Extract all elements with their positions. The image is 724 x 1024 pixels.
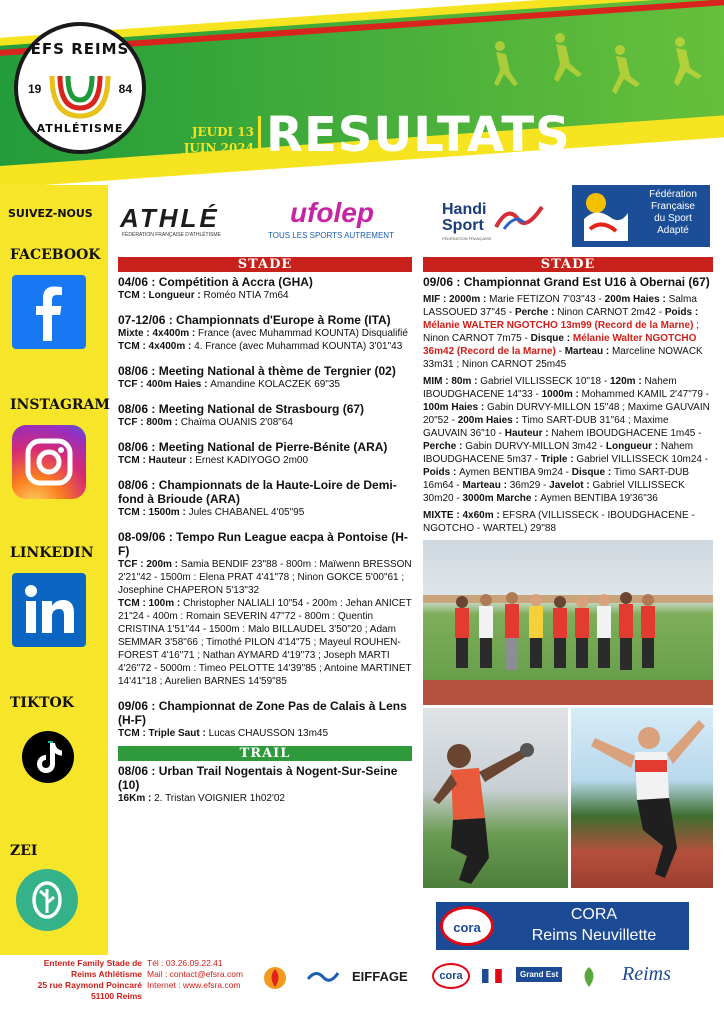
cora-small-logo: cora xyxy=(432,963,470,989)
reims-city-logo: Reims xyxy=(622,963,671,985)
result-text: Nahem IBOUDGHACENE 1m45 - xyxy=(551,428,702,439)
ffsa-line-2: Française xyxy=(651,201,695,212)
result-category: Javelot : xyxy=(549,480,593,491)
result-category: Marteau : xyxy=(462,480,510,491)
address-line-4: 51100 Reims xyxy=(90,991,142,1001)
contact-website[interactable]: Internet : www.efsra.com xyxy=(147,980,241,990)
result-category: Longueur : xyxy=(605,441,661,452)
result-text: Lucas CHAUSSON 13m45 xyxy=(208,728,329,739)
page-title: RESULTATS xyxy=(266,107,571,163)
result-text: Christopher NALIALI 10"54 - 200m : Jehan ANICET 21"24 - 400m : Romain SEVERIN 47"72 - 800m : Quentin CRISTINA 1'51"44 - 1500m : Malo BILLAUDEL 3'50"20 ; Adam SEMMAR 3'58"66 ; Timothé PILON 4'14"75 ; Mayeul ROUHEN-FOREST 4'16"71 ; Nathan AYMARD 4'19"73 ; Joseph MARTI 4'26"72 - 5000m : Timeo PELOTTE 14'39"85 ; Antoine MARTINET 14'41"18 ; Aurelien BARNES 14'59"85 xyxy=(118,598,412,687)
result-text: Gabin DURVY-MILLON 3m42 - xyxy=(465,441,606,452)
event-result xyxy=(118,727,412,740)
trail-event-detail xyxy=(118,792,412,805)
result-text: Aymen BENTIBA 19'36"36 xyxy=(540,493,658,504)
result-category: Mixte : 4x400m : xyxy=(118,328,199,339)
handi-word: Handi xyxy=(442,201,487,218)
result-category: MIM : 80m : xyxy=(423,376,481,387)
club-logo xyxy=(14,22,146,154)
result-text: - xyxy=(555,346,565,357)
team-photo xyxy=(423,540,713,705)
zei-icon[interactable] xyxy=(16,869,78,931)
event-title: 07-12/06 : Championnats d'Europe à Rome (ITA) xyxy=(118,313,391,327)
follow-label: SUIVEZ-NOUS xyxy=(8,207,93,220)
cora-sponsor-banner xyxy=(436,902,689,950)
event-block xyxy=(118,440,412,467)
facebook-icon[interactable] xyxy=(12,275,86,349)
result-category: 3000m Marche : xyxy=(462,493,541,504)
result-text: 4. France (avec Muhammad KOUNTA) 3'01"43 xyxy=(194,341,403,352)
result-category: Poids : xyxy=(664,307,699,318)
tiktok-icon[interactable] xyxy=(22,731,74,783)
result-text: ; Ninon CARNOT 7m75 - xyxy=(423,320,699,344)
event-block xyxy=(118,530,412,688)
result-text: Nahem IBOUDGHACENE 5m37 - xyxy=(423,441,694,465)
result-text: Marceline NOWACK 33m31 ; Ninon CARNOT 25m45 xyxy=(423,346,703,370)
event-result xyxy=(118,454,412,467)
date-month: JUIN 2024 xyxy=(183,141,254,155)
athle-subtitle: FÉDÉRATION FRANÇAISE D'ATHLÉTISME xyxy=(122,232,221,238)
republic-flag-icon xyxy=(480,965,504,989)
event-result xyxy=(118,340,412,353)
left-results-column xyxy=(118,257,412,805)
club-contact xyxy=(147,958,257,991)
handisport-swoosh-icon xyxy=(494,201,546,233)
event-title: 08/06 : Meeting National de Pierre-Bénite (ARA) xyxy=(118,440,388,454)
trail-event xyxy=(118,764,412,805)
event-title: 04/06 : Compétition à Accra (GHA) xyxy=(118,275,313,289)
long-jump-photo xyxy=(571,708,713,888)
facebook-label: FACEBOOK xyxy=(10,247,101,263)
contact-email[interactable]: Mail : contact@efsra.com xyxy=(147,969,244,979)
result-text: Ernest KADIYOGO 2m00 xyxy=(195,455,309,466)
cora-logo xyxy=(440,906,494,946)
result-category: TCM : Hauteur : xyxy=(118,455,196,466)
result-text: Amandine KOLACZEK 69"35 xyxy=(210,379,340,390)
obernai-results xyxy=(423,293,713,535)
logo-year-left: 19 xyxy=(28,82,42,96)
result-category: TCM : 4x400m : xyxy=(118,341,195,352)
result-text: Salma LASSOUED 37"45 - xyxy=(423,294,697,318)
grand-est-logo: Grand Est xyxy=(516,967,562,982)
logo-year-right: 84 xyxy=(118,82,132,96)
obernai-event-title: 09/06 : Championnat Grand Est U16 à Obernai (67) xyxy=(423,275,710,289)
result-text: Nahem IBOUDGHACENE 14"33 - xyxy=(423,376,677,400)
result-text: Gabriel VILLISSECK 10m24 - xyxy=(576,454,709,465)
stade-band-right: STADE xyxy=(423,257,713,272)
result-category: 1000m : xyxy=(541,389,582,400)
results-paragraph xyxy=(423,375,713,505)
date-block xyxy=(176,124,254,156)
result-category: TCF : 200m : xyxy=(118,559,181,570)
address-line-3: 25 rue Raymond Poincaré xyxy=(37,980,142,990)
trail-event-title: 08/06 : Urban Trail Nogentais à Nogent-Sur-Seine (10) xyxy=(118,764,398,792)
partners-row xyxy=(112,185,724,253)
result-category: Hauteur : xyxy=(504,428,552,439)
result-text: Chaïma OUANIS 2'08"64 xyxy=(180,417,293,428)
result-category: MIF : 2000m : xyxy=(423,294,490,305)
club-address xyxy=(10,958,142,1002)
logo-sport: ATHLÉTISME xyxy=(36,122,124,135)
result-category: Disque : xyxy=(571,467,614,478)
event-block xyxy=(118,364,412,391)
event-result xyxy=(118,378,412,391)
result-text: Gabriel VILLISSECK 10"18 - xyxy=(480,376,610,387)
result-text: Gabriel VILLISSECK 30m20 - xyxy=(423,480,685,504)
rings-icon xyxy=(46,66,114,120)
event-block xyxy=(118,313,412,353)
event-result xyxy=(118,558,412,597)
result-category: TCM : Longueur : xyxy=(118,290,204,301)
results-paragraph xyxy=(423,293,713,371)
left-event-list xyxy=(118,275,412,740)
result-text: Gabin DURVY-MILLON 15"48 ; Maxime GAUVAIN 20"52 - xyxy=(423,402,710,426)
sponsor-flame-icon xyxy=(262,965,288,991)
result-category: TCM : 1500m : xyxy=(118,507,189,518)
ffsa-logo xyxy=(572,185,710,247)
sponsor-wave-icon xyxy=(306,965,340,987)
ufolep-subtitle: TOUS LES SPORTS AUTREMENT xyxy=(268,231,394,240)
right-results-column xyxy=(423,257,713,535)
event-title: 08/06 : Meeting National de Strasbourg (67) xyxy=(118,402,365,416)
result-text: Marie FETIZON 7'03"43 - xyxy=(489,294,605,305)
result-text: France (avec Muhammad KOUNTA) Disqualifié xyxy=(198,328,408,339)
cora-location: Reims Neuvillette xyxy=(531,927,657,944)
trail-result: 2. Tristan VOIGNIER 1h02'02 xyxy=(154,793,285,804)
ffsa-line-1: Fédération xyxy=(649,189,697,200)
result-category: Marteau : xyxy=(564,346,612,357)
result-category: TCF : 400m Haies : xyxy=(118,379,211,390)
eiffage-logo: EIFFAGE xyxy=(352,969,408,984)
result-category: Perche : xyxy=(423,441,466,452)
linkedin-icon[interactable] xyxy=(12,573,86,647)
zei-label: ZEI xyxy=(10,843,38,859)
result-text: Aymen BENTIBA 9m24 - xyxy=(459,467,572,478)
result-text: Samia BENDIF 23"88 - 800m : Maïwenn BRESSON 2'21"42 - 1500m : Elena PRAT 4'41"78 ; Ninon GOKCE 5'00"61 ; Josephine CHAPERON 5'13"32 xyxy=(118,559,412,596)
ffsa-line-4: Adapté xyxy=(657,225,689,236)
result-category: TCF : 800m : xyxy=(118,417,181,428)
marne-leaf-icon xyxy=(578,965,600,989)
result-text: Roméo NTIA 7m64 xyxy=(203,290,289,301)
footer xyxy=(0,955,724,1024)
trail-band: TRAIL xyxy=(118,746,412,761)
address-line-1: Entente Family Stade de xyxy=(43,958,142,968)
result-category: 200m Haies : xyxy=(457,415,522,426)
athle-logo: ATHLÉ xyxy=(120,203,220,233)
title-divider xyxy=(258,116,261,162)
result-text: 36m29 - xyxy=(509,480,550,491)
ufolep-logo: ufolep xyxy=(290,197,374,228)
event-title: 08-09/06 : Tempo Run League eacpa à Pontoise (H-F) xyxy=(118,530,408,558)
result-category: 100m Haies : xyxy=(423,402,487,413)
result-category: 200m Haies : xyxy=(604,294,669,305)
result-category: Triple : xyxy=(540,454,577,465)
linkedin-label: LINKEDIN xyxy=(10,545,94,561)
runners-silhouette-icon xyxy=(470,24,724,114)
cora-logo-text: cora xyxy=(453,920,481,935)
ffsa-line-3: du Sport xyxy=(654,213,692,224)
shot-put-photo xyxy=(423,708,568,888)
handisport-subtitle: FÉDÉRATION FRANÇAISE xyxy=(442,236,492,241)
stade-band-left: STADE xyxy=(118,257,412,272)
tiktok-label: TIKTOK xyxy=(10,695,74,711)
result-text: Jules CHABANEL 4'05"95 xyxy=(188,507,305,518)
record-text: Mélanie Walter NGOTCHO 36m42 (Record de la Marne) xyxy=(423,333,697,357)
event-title: 08/06 : Championnats de la Haute-Loire de Demi-fond à Brioude (ARA) xyxy=(118,478,397,506)
results-paragraph xyxy=(423,509,713,535)
result-category: Poids : xyxy=(423,467,460,478)
event-block xyxy=(118,275,412,302)
event-result xyxy=(118,289,412,302)
event-result xyxy=(118,506,412,519)
event-result xyxy=(118,416,412,429)
result-text: Ninon CARNOT 2m42 - xyxy=(557,307,665,318)
instagram-label: INSTAGRAM xyxy=(10,397,110,413)
result-category: TCM : 100m : xyxy=(118,598,184,609)
cora-name: CORA xyxy=(570,906,618,923)
event-block xyxy=(118,699,412,740)
result-text: Timo SART-DUB 16m64 - xyxy=(423,467,690,491)
obernai-event xyxy=(423,275,713,535)
event-block xyxy=(118,402,412,429)
result-category: TCM : Triple Saut : xyxy=(118,728,209,739)
social-sidebar xyxy=(0,185,108,955)
jumper-icon xyxy=(571,708,713,888)
result-text: Timo SART-DUB 31"64 ; Maxime GAUVAIN 36"10 - xyxy=(423,415,669,439)
result-category: Disque : xyxy=(530,333,573,344)
handisport-logo xyxy=(442,202,486,234)
contact-phone: Tél : 03.26.09.22.41 xyxy=(147,958,223,968)
event-title: 09/06 : Championnat de Zone Pas de Calais à Lens (H-F) xyxy=(118,699,407,727)
record-text: Mélanie WALTER NGOTCHO 13m99 (Record de la Marne) xyxy=(423,320,694,331)
event-result xyxy=(118,597,412,688)
ffsa-text xyxy=(638,189,708,237)
team-figures-icon xyxy=(423,540,713,705)
event-title: 08/06 : Meeting National à thème de Tergnier (02) xyxy=(118,364,396,378)
ffsa-emblem-icon xyxy=(576,189,634,243)
date-day: JEUDI 13 xyxy=(191,125,254,139)
result-text: Mohammed KAMIL 2'47"79 - xyxy=(581,389,709,400)
header-banner xyxy=(0,0,724,185)
logo-club-name: EFS REIMS xyxy=(30,40,130,58)
event-result xyxy=(118,327,412,340)
shot-putter-icon xyxy=(423,708,568,888)
sport-word: Sport xyxy=(442,217,484,234)
result-category: MIXTE : 4x60m : xyxy=(423,510,503,521)
result-category: Perche : xyxy=(514,307,558,318)
instagram-icon[interactable] xyxy=(12,425,86,499)
address-line-2: Reims Athlétisme xyxy=(70,969,142,979)
result-category: 120m : xyxy=(609,376,645,387)
trail-label: 16Km : xyxy=(118,793,155,804)
result-text: EFSRA (VILLISSECK - IBOUDGHACENE - NGOTCHO - WARTEL) 29"88 xyxy=(423,510,695,534)
event-block xyxy=(118,478,412,519)
